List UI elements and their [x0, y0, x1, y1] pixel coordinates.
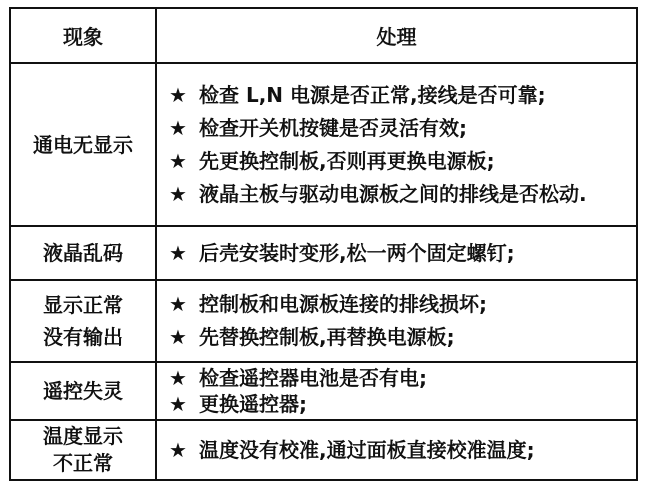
phenomenon-text: 没有输出	[43, 325, 123, 349]
star-icon: ★	[169, 437, 187, 462]
handling-list	[169, 79, 628, 211]
phenomenon-text: 液晶乱码	[43, 241, 123, 265]
list-item	[169, 79, 628, 112]
handling-list	[169, 365, 628, 417]
handling-text: 温度没有校准,通过面板直接校准温度;	[199, 437, 535, 462]
handling-text: 检查遥控器电池是否有电;	[199, 366, 427, 390]
handling-list	[169, 288, 628, 354]
table-row	[10, 420, 637, 480]
handling-list	[169, 237, 628, 270]
list-item	[169, 112, 628, 145]
list-item	[169, 434, 628, 467]
star-icon: ★	[169, 366, 187, 390]
table-row	[10, 362, 637, 420]
troubleshooting-table	[9, 7, 638, 481]
handling-text: 先更换控制板,否则再更换电源板;	[199, 148, 495, 173]
handling-text: 检查开关机按键是否灵活有效;	[199, 115, 467, 140]
handling-text: 检查 L,N 电源是否正常,接线是否可靠;	[199, 82, 546, 107]
table-row	[10, 280, 637, 362]
phenomenon-cell	[10, 362, 156, 420]
handling-text: 控制板和电源板连接的排线损坏;	[199, 292, 487, 316]
phenomenon-text: 遥控失灵	[43, 379, 123, 403]
handling-cell	[156, 362, 637, 420]
star-icon: ★	[169, 115, 187, 140]
list-item	[169, 365, 628, 391]
handling-list	[169, 434, 628, 467]
header-handling: 处理	[156, 8, 637, 63]
handling-text: 更换遥控器;	[199, 392, 307, 416]
handling-cell	[156, 226, 637, 280]
star-icon: ★	[169, 292, 187, 316]
phenomenon-text: 显示正常	[43, 293, 123, 317]
handling-text: 后壳安装时变形,松一两个固定螺钉;	[199, 240, 515, 265]
star-icon: ★	[169, 181, 187, 206]
handling-text: 液晶主板与驱动电源板之间的排线是否松动.	[199, 181, 587, 206]
handling-cell	[156, 420, 637, 480]
star-icon: ★	[169, 392, 187, 416]
phenomenon-cell	[10, 420, 156, 480]
list-item	[169, 145, 628, 178]
phenomenon-cell	[10, 280, 156, 362]
list-item	[169, 321, 628, 354]
phenomenon-text: 通电无显示	[33, 132, 133, 157]
star-icon: ★	[169, 148, 187, 173]
table-row	[10, 63, 637, 226]
list-item	[169, 288, 628, 321]
phenomenon-cell	[10, 63, 156, 226]
list-item	[169, 391, 628, 417]
star-icon: ★	[169, 240, 187, 265]
handling-cell	[156, 280, 637, 362]
list-item	[169, 178, 628, 211]
star-icon: ★	[169, 325, 187, 349]
table-row	[10, 226, 637, 280]
table-header-row	[10, 8, 637, 63]
phenomenon-text: 温度显示	[43, 424, 123, 448]
phenomenon-cell	[10, 226, 156, 280]
handling-text: 先替换控制板,再替换电源板;	[199, 325, 455, 349]
header-phenomenon: 现象	[10, 8, 156, 63]
handling-cell	[156, 63, 637, 226]
phenomenon-text: 不正常	[53, 451, 113, 475]
star-icon: ★	[169, 82, 187, 107]
list-item	[169, 237, 628, 270]
